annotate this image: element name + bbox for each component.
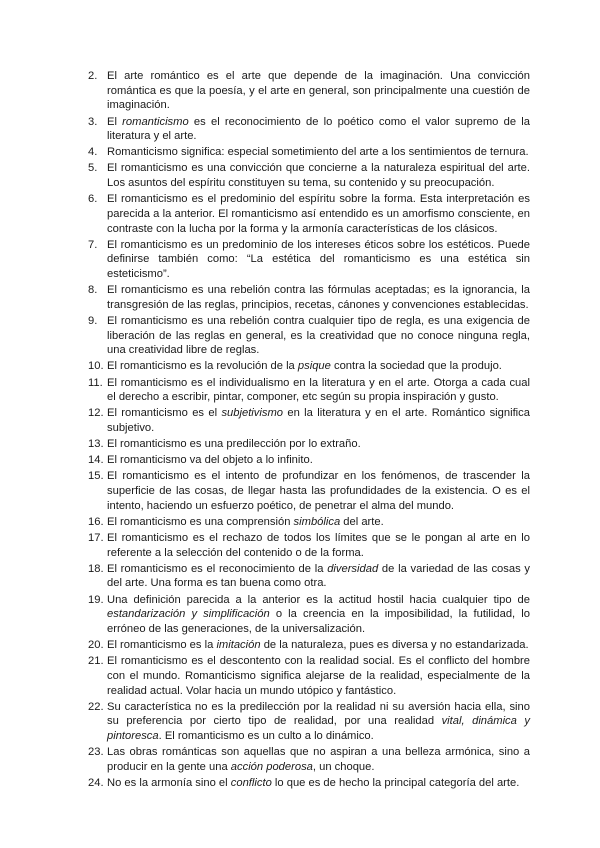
text-run: No es la armonía sino el [107, 776, 231, 789]
list-item [88, 161, 530, 190]
item-number: 10. [88, 360, 104, 373]
text-run: El romanticismo es la [107, 639, 217, 652]
item-number: 21. [88, 655, 104, 668]
text-run: Las obras románticas son aquellas que no aspiran a una belleza armónica, sino a producir en la gente una [107, 746, 530, 773]
item-text [107, 238, 530, 282]
item-text [107, 192, 530, 236]
item-text [107, 437, 530, 452]
item-text [107, 593, 530, 637]
text-run: es el reconocimiento de lo poético como el valor supremo de la literatura y el arte. [107, 115, 530, 143]
text-run: El [107, 115, 123, 128]
item-text [107, 314, 530, 358]
list-item [88, 69, 530, 113]
text-run: El romanticismo es un predominio de los intereses éticos sobre los estéticos. Puede definirse también como: “La estética del romanticismo es una estética sin esteticismo”. [107, 238, 530, 281]
list-item [88, 115, 530, 144]
text-run: El romanticismo es el rechazo de todos los límites que se le pongan al arte en lo referente a la selección del contenido o de la forma. [107, 531, 530, 559]
text-run: El romanticismo es el [107, 407, 222, 420]
text-run: o la creencia en la imposibilidad, la futilidad, lo erróneo de las generaciones, de la universalización. [107, 608, 530, 635]
text-run: del arte. [340, 515, 384, 528]
list-item [88, 593, 530, 637]
list-item [88, 145, 530, 160]
item-text [107, 745, 530, 774]
item-number: 6. [88, 193, 98, 206]
list-item [88, 283, 530, 312]
list-item [88, 453, 530, 468]
emphasis-text: conflicto [230, 776, 272, 789]
emphasis-text: psique [297, 360, 331, 373]
item-number: 3. [88, 115, 98, 128]
text-run: El romanticismo es el descontento con la realidad social. Es el conflicto del hombre con el mundo. Romanticismo significa alejarse de la realidad, especialmente de la realidad actual. Volar hacia un mundo utópico y fantástico. [107, 655, 530, 697]
emphasis-text: imitación [216, 639, 261, 652]
item-text [107, 654, 530, 698]
list-item [88, 700, 530, 744]
text-run: Romanticismo significa: especial sometimiento del arte a los sentimientos de ternura. [107, 146, 529, 159]
item-text [107, 700, 530, 744]
text-run: , un choque. [312, 760, 375, 773]
item-number: 14. [88, 454, 104, 467]
list-item [88, 638, 530, 653]
item-number: 22. [88, 700, 104, 713]
item-number: 20. [88, 639, 104, 652]
text-run: El romanticismo es el predominio del espíritu sobre la forma. Esta interpretación es parecida a la anterior. El romanticismo así entendido es un amorfismo consciente, en contraste con la lucha por la forma y la armonía características de los clásicos. [107, 193, 530, 235]
list-item [88, 654, 530, 698]
list-item [88, 238, 530, 282]
text-run: El romanticismo es una rebelión contra las fórmulas aceptadas; es la ignorancia, la transgresión de las reglas, principios, recetas, cánones y convenciones establecidas. [107, 284, 530, 311]
text-run: de la variedad de las cosas y del arte. Una forma es tan buena como otra. [107, 562, 530, 590]
item-number: 24. [88, 776, 104, 789]
item-number: 17. [88, 531, 104, 544]
definitions-list [88, 69, 530, 792]
text-run: El romanticismo es el reconocimiento de la [107, 562, 328, 575]
text-run: El arte romántico es el arte que depende de la imaginación. Una convicción romántica es que la poesía, y el arte en general, son principalmente una cuestión de imaginación. [107, 70, 530, 112]
item-number: 16. [88, 515, 104, 528]
item-number: 12. [88, 407, 104, 420]
item-number: 8. [88, 284, 98, 297]
list-item [88, 406, 530, 435]
item-text [107, 469, 530, 513]
emphasis-text: acción poderosa [230, 760, 313, 773]
item-text [107, 283, 530, 312]
text-run: de la naturaleza, pues es diversa y no estandarizada. [260, 639, 529, 652]
list-item [88, 314, 530, 358]
list-item [88, 531, 530, 560]
item-text [107, 115, 530, 144]
item-number: 23. [88, 746, 104, 759]
list-item [88, 359, 530, 374]
item-text [107, 376, 530, 405]
text-run: Su característica no es la predilección por la realidad ni su aversión hacia ella, sino su preferencia por cierto tipo de realidad, por una realidad [107, 700, 530, 728]
item-text [107, 776, 530, 791]
item-number: 19. [88, 593, 104, 606]
item-number: 7. [88, 238, 98, 251]
item-text [107, 69, 530, 113]
text-run: El romanticismo va del objeto a lo infinito. [107, 454, 313, 467]
list-item [88, 776, 530, 791]
text-run: contra la sociedad que la produjo. [330, 360, 502, 373]
item-number: 15. [88, 470, 104, 483]
text-run: El romanticismo es la revolución de la [107, 360, 298, 373]
item-text [107, 515, 530, 530]
list-item [88, 469, 530, 513]
text-run: lo que es de hecho la principal categoría del arte. [271, 776, 520, 789]
emphasis-text: estandarización y simplificación [107, 608, 270, 621]
list-item [88, 562, 530, 591]
emphasis-text: subjetivismo [221, 407, 284, 420]
text-run: en la literatura y en el arte. Romántico significa subjetivo. [107, 407, 530, 435]
item-number: 2. [88, 70, 98, 82]
item-text [107, 145, 530, 160]
emphasis-text: simbólica [293, 515, 341, 528]
item-text [107, 453, 530, 468]
item-text [107, 531, 530, 560]
emphasis-text: diversidad [327, 562, 379, 575]
item-number: 5. [88, 162, 98, 175]
item-text [107, 562, 530, 591]
list-item [88, 437, 530, 452]
item-number: 13. [88, 438, 104, 451]
list-item [88, 515, 530, 530]
text-run: El romanticismo es una predilección por lo extraño. [107, 438, 361, 451]
text-run: El romanticismo es el individualismo en la literatura y en el arte. Otorga a cada cual el derecho a escribir, pintar, componer, etc según su propia inspiración y gusto. [107, 376, 530, 404]
list-item [88, 745, 530, 774]
item-text [107, 638, 530, 653]
text-run: . El romanticismo es un culto a lo dinámico. [158, 730, 374, 743]
item-number: 4. [88, 146, 98, 159]
item-number: 9. [88, 314, 98, 327]
text-run: El romanticismo es una comprensión [107, 515, 294, 528]
text-run: El romanticismo es una convicción que concierne a la naturaleza espiritual del arte. Los asuntos del espíritu constituyen su tema, su contenido y su preocupación. [107, 162, 530, 190]
item-number: 18. [88, 562, 104, 575]
list-item [88, 376, 530, 405]
text-run: El romanticismo es una rebelión contra cualquier tipo de regla, es una exigencia de liberación de las reglas en general, es la creatividad que no conoce ninguna regla, una creatividad libre de reglas. [107, 314, 530, 357]
emphasis-text: romanticismo [122, 115, 189, 128]
text-run: El romanticismo es el intento de profundizar en los fenómenos, de trascender la superficie de las cosas, de llegar hasta las profundidades de la existencia. O es el intento, haciendo un esfuerzo poético, de penetrar el alma del mundo. [107, 470, 530, 512]
item-text [107, 406, 530, 435]
item-text [107, 359, 530, 374]
text-run: Una definición parecida a la anterior es la actitud hostil hacia cualquier tipo de [107, 593, 530, 606]
item-number: 11. [88, 376, 103, 389]
item-text [107, 161, 530, 190]
list-item [88, 192, 530, 236]
emphasis-text: vital, dinámica y pintoresca [107, 715, 530, 743]
